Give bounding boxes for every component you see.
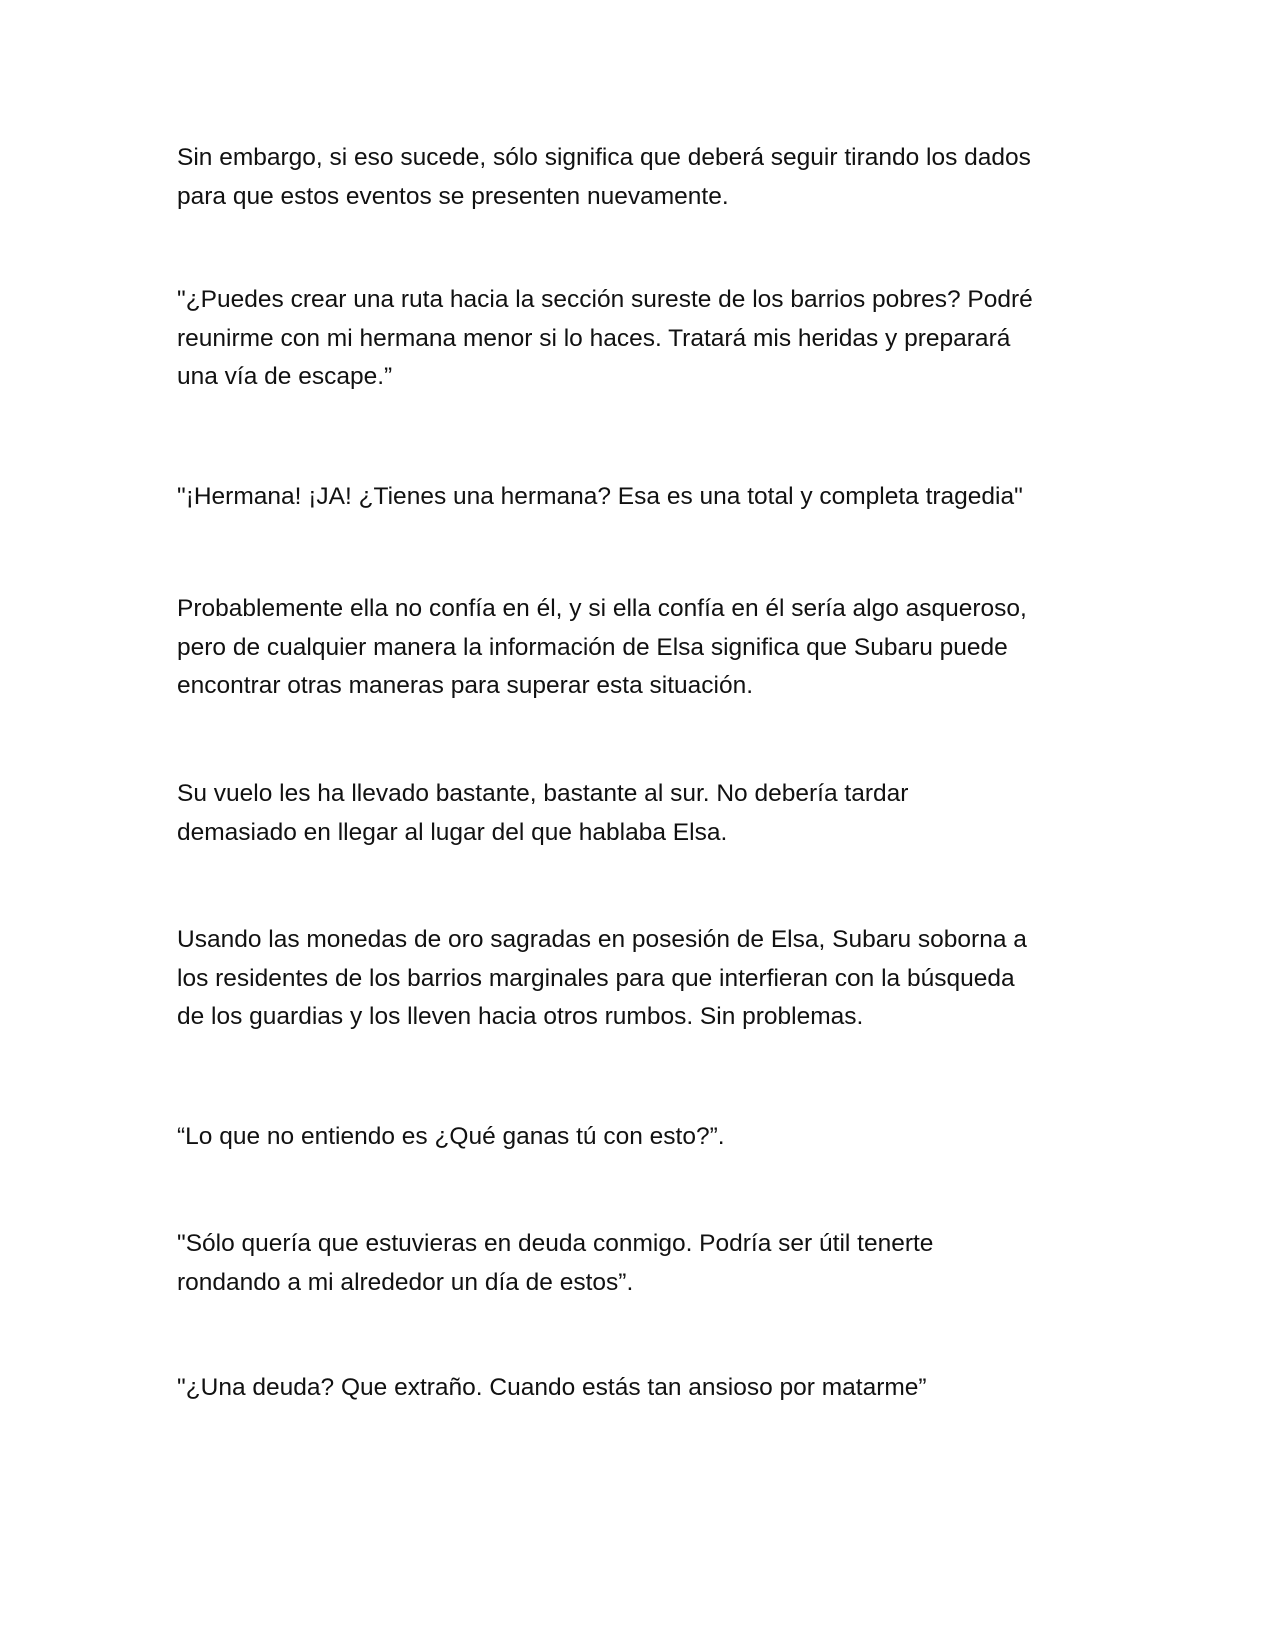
paragraph-2 [177,281,1107,397]
text-line: rondando a mi alrededor un día de estos”. [177,1268,634,1296]
paragraph-8 [177,1225,1107,1302]
text-line: "Sólo quería que estuvieras en deuda conmigo. Podría ser útil tenerte [177,1230,934,1257]
paragraph-5 [177,775,1107,852]
text-line: “Lo que no entiendo es ¿Qué ganas tú con esto?”. [177,1123,725,1150]
paragraph-6 [177,921,1107,1037]
paragraph-4 [177,590,1107,706]
paragraph-7 [177,1118,1107,1157]
text-line: encontrar otras maneras para superar esta situación. [177,672,754,699]
text-line: una vía de escape.” [177,363,393,390]
paragraph-3 [177,478,1107,517]
text-line: Sin embargo, si eso sucede, sólo significa que deberá seguir tirando los dados [177,144,1031,171]
text-line: "¡Hermana! ¡JA! ¿Tienes una hermana? Esa es una total y completa tragedia" [177,483,1023,510]
paragraph-1 [177,139,1107,216]
text-line: demasiado en llegar al lugar del que hablaba Elsa. [177,818,728,846]
text-line: reunirme con mi hermana menor si lo haces. Tratará mis heridas y preparará [177,324,1011,352]
text-line: "¿Una deuda? Que extraño. Cuando estás tan ansioso por matarme” [177,1374,927,1401]
text-line: los residentes de los barrios marginales para que interfieran con la búsqueda [177,964,1015,992]
text-line: Usando las monedas de oro sagradas en posesión de Elsa, Subaru soborna a [177,926,1027,953]
text-line: para que estos eventos se presenten nuevamente. [177,182,729,210]
text-line: pero de cualquier manera la información de Elsa significa que Subaru puede [177,633,1008,661]
text-line: "¿Puedes crear una ruta hacia la sección sureste de los barrios pobres? Podré [177,286,1033,313]
text-line: de los guardias y los lleven hacia otros rumbos. Sin problemas. [177,1003,864,1030]
text-line: Probablemente ella no confía en él, y si ella confía en él sería algo asqueroso, [177,595,1027,622]
text-line: Su vuelo les ha llevado bastante, bastante al sur. No debería tardar [177,780,909,807]
paragraph-9 [177,1369,1107,1408]
